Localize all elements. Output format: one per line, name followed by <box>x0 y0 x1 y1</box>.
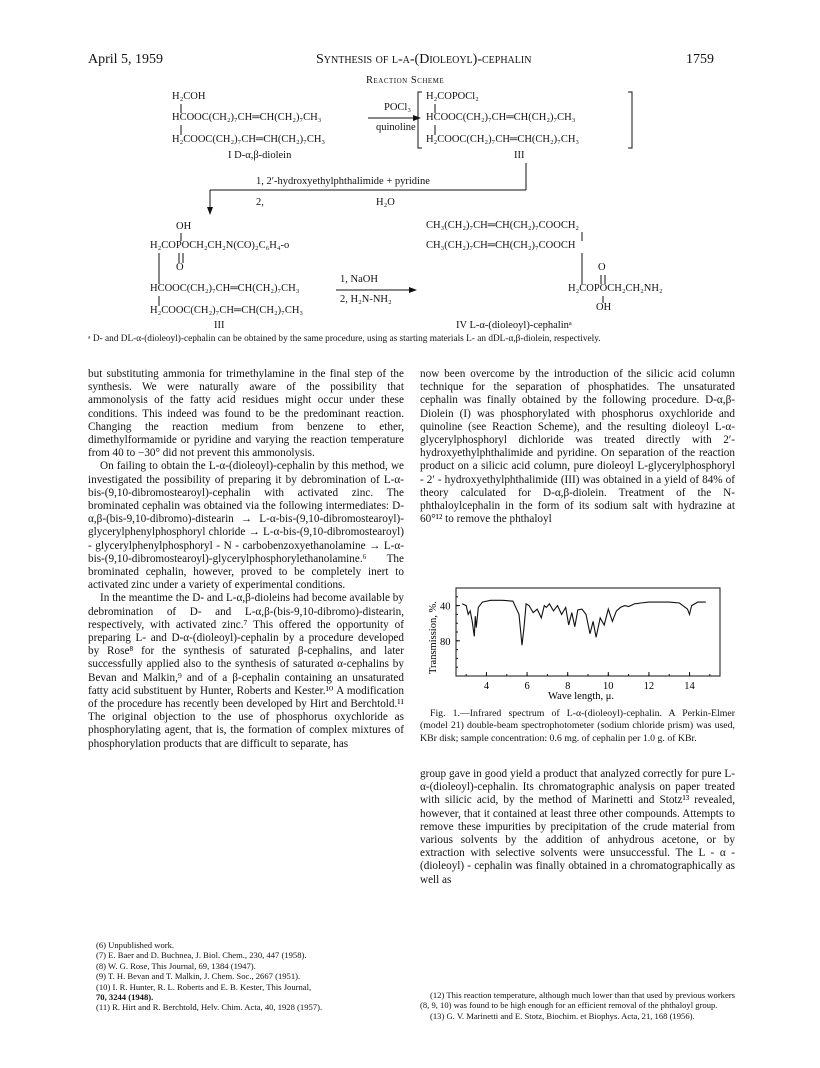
figure-caption-text: Fig. 1.—Infrared spectrum of L-α-(dioleoyl)-cephalin. A Perkin-Elmer (model 21) double-beam spectrophotometer (sodium chloride prism) was used, KBr disk; sample concentration: 0.6 mg. of cephalin per 1.0 g. of KBr. <box>420 708 735 744</box>
x-tick-label: 6 <box>524 681 530 692</box>
header-title: Synthesis of l-α-(Dioleoyl)-cephalin <box>316 52 532 67</box>
footnote-7: (7) E. Baer and D. Buchnea, J. Biol. Chem., 230, 447 (1958). <box>96 950 307 961</box>
compound-IV-line2: CH₃(CH₂)₇CH═CH(CH₂)₇COOCH <box>426 240 576 251</box>
spectrum-line <box>462 600 706 645</box>
arrow1-reagent-bottom: quinoline <box>376 122 416 133</box>
left-paragraph-2: On failing to obtain the L-α-(dioleoyl)-cephalin by this method, we investigated the possibility of preparing it by debromination of L-α-bis-(9,10-dibromostearoyl)-cephalin with activated zinc. The brominated cephalin was obtained via the following intermediates: D-α,β-(bis-9,10-dibromo)-distearin → L-α-bis-(9,10-dibromostearoyl)-glycerylphenylphosphoryl chloride → L-α-bis-(9,10-dibromostearoyl) - glycerylphenylphosphoryl - N - carbobenzoxyethanolamine → L-α-bis-(9,10-dibromostearoyl)-glycerylphosphorylethanolamine.⁶ The brominated cephalin, however, proved to be completely inert to activated zinc under a variety of experimental conditions. <box>88 460 404 592</box>
right-footnotes <box>420 990 735 1021</box>
footnote-6: (6) Unpublished work. <box>96 940 175 950</box>
left-column <box>88 368 404 751</box>
footnote-10: (10) I. R. Hunter, R. L. Roberts and E. B. Kester, This Journal, <box>96 981 312 992</box>
x-tick-label: 8 <box>565 681 571 692</box>
header-page-number: 1759 <box>686 52 714 67</box>
y-ticks <box>440 597 460 667</box>
right-column-bottom <box>420 768 735 887</box>
right-paragraph-1: now been overcome by the introduction of the silicic acid column technique for the separation of phosphatides. The unsaturated cephalin was finally obtained by the following procedure. D-α,β-Diolein (I) was phosphorylated with phosphorus oxychloride and quinoline (see Reaction Scheme), and the resulting dioleoyl L-α-glycerylphosphoryl dichloride was treated directly with 2′-hydroxyethylphthalimide and pyridine. On separation of the reaction product on a silicic acid column, pure dioleoyl L-glycerylphosphoryl - 2′ - hydroxyethylphthalimide (III) was obtained in a yield of 84% of theory calculated for D-α,β-diolein. Treatment of the N-phthaloylcephalin in the form of its sodium salt with hydrazine at 60°¹² to remove the phthaloyl <box>420 368 735 526</box>
scheme-bonds-and-arrows <box>0 0 820 340</box>
plot-frame <box>456 588 720 676</box>
footnote-11: (11) R. Hirt and R. Berchtold, Helv. Chim. Acta, 40, 1928 (1957). <box>96 1002 323 1013</box>
compound-I-line1: H₂COH <box>172 91 206 102</box>
footnote-13: (13) G. V. Marinetti and E. Stotz, Biochim. et Biophys. Acta, 21, 168 (1956). <box>430 1010 695 1021</box>
arrow3-reagent-top: 1, NaOH <box>340 274 378 285</box>
x-tick-label: 14 <box>684 681 695 692</box>
compound-IV-line4: H₂COPOCH₂CH₂NH₂ <box>568 283 663 294</box>
compound-I-line3: H₂COOC(CH₂)₇CH═CH(CH₂)₇CH₃ <box>172 134 326 145</box>
compound-dichloride-line2: HCOOC(CH₂)₇CH═CH(CH₂)₇CH₃ <box>426 112 576 123</box>
y-tick-label: 40 <box>440 601 451 613</box>
compound-I-line2: HCOOC(CH₂)₇CH═CH(CH₂)₇CH₃ <box>172 112 322 123</box>
footnote-12: (12) This reaction temperature, although much lower than that used by previous workers (8, 9, 10) was found to be high enough for an efficient removal of the phthaloyl group. <box>420 990 735 1011</box>
footnote-10-cont: 70, 3244 (1948). <box>96 992 154 1003</box>
compound-III-label: III <box>214 320 225 331</box>
compound-III-line2: H₂COPOCH₂CH₂N(CO)₂C₆H₄-o <box>150 240 290 251</box>
scheme-title: Reaction Scheme <box>366 75 445 86</box>
compound-IV-line5: OH <box>596 302 612 313</box>
footnote-9: (9) T. H. Bevan and T. Malkin, J. Chem. Soc., 2667 (1951). <box>96 971 301 982</box>
step2-reagents-line1: 1, 2′-hydroxyethylphthalimide + pyridine <box>256 176 430 187</box>
left-paragraph-3: In the meantime the D- and L-α,β-dioleins had become available by debromination of D- and L-α,β-(bis-9,10-dibromo)-distearin, respectively, with activated zinc.⁷ This offered the opportunity of preparing L- and D-α-(dioleoyl)-cephalin by a procedure developed by Rose⁸ for the synthesis of saturated β-cephalins, and later successfully applied also to the synthesis of saturated α-cephalins by Bevan and Malkin,⁹ and of a β-cephalin containing an unsaturated fatty acid substituent by Hunter, Roberts and Kester.¹⁰ A modification of the procedure has recently been developed by Hirt and Berchtold.¹¹ The original objection to the use of phosphorus oxychloride as phosphorylating agent, that is, the formation of complex mixtures of phosphorylation products that are difficult to separate, has <box>88 592 404 750</box>
header-date: April 5, 1959 <box>88 52 164 67</box>
compound-dichloride-line3: H₂COOC(CH₂)₇CH═CH(CH₂)₇CH₃ <box>426 134 580 145</box>
compound-dichloride-line1: H₂COPOCl₂ <box>426 91 479 102</box>
compound-III-line5: H₂COOC(CH₂)₇CH═CH(CH₂)₇CH₃ <box>150 305 304 316</box>
x-axis-label: Wave length, μ. <box>548 691 615 702</box>
compound-III-line1: OH <box>176 221 192 232</box>
compound-III-line3: O <box>176 262 184 273</box>
right-column-top <box>420 368 735 526</box>
x-tick-label: 10 <box>603 681 614 692</box>
scheme-footnote: ᵃ D- and DL-α-(dioleoyl)-cephalin can be obtained by the same procedure, using as starting materials L- an dDL-α,β-diolein, respectively. <box>88 334 601 344</box>
compound-IV-label: IV L-α-(dioleoyl)-cephalinᵃ <box>456 320 572 331</box>
x-tick-label: 4 <box>483 681 490 692</box>
left-paragraph-1: but substituting ammonia for trimethylamine in the final step of the synthesis. We were naturally aware of the possibility that ammonolysis of the fatty acid residues might occur under these conditions. This indeed was found to be the predominant reaction. Changing the reaction medium from benzene to ether, dimethylformamide or pyridine and varying the reaction temperature from 40 to −30° did not prevent this ammonolysis. <box>88 368 404 460</box>
y-axis-label: Transmission, %. <box>428 601 439 674</box>
step2-reagents-line2b: H₂O <box>376 197 395 208</box>
ir-spectrum-figure <box>420 582 735 704</box>
figure-caption <box>420 708 735 745</box>
step2-reagents-line2a: 2, <box>256 197 264 208</box>
compound-dichloride-label: III <box>514 150 525 161</box>
compound-IV-line1: CH₃(CH₂)₇CH═CH(CH₂)₇COOCH₂ <box>426 220 580 231</box>
x-ticks <box>466 672 710 692</box>
x-tick-label: 12 <box>643 681 655 692</box>
footnote-8: (8) W. G. Rose, This Journal, 69, 1384 (1947). <box>96 960 256 971</box>
right-paragraph-2: group gave in good yield a product that analyzed correctly for pure L-α-(dioleoyl)-cephalin. Its chromatographic analysis on paper treated with silicic acid, by the method of Marinetti and Stotz¹³ revealed, however, that it contained at least three other compounds. Attempts to remove these impurities by precipitation of the crude material from various solvents by the addition of anhydrous acetone, or by extraction with selective solvents were unsuccessful. The L - α - (dioleoyl) - cephalin was finally obtained in a chromatographically as well as <box>420 768 735 886</box>
compound-III-line4: HCOOC(CH₂)₇CH═CH(CH₂)₇CH₃ <box>150 283 300 294</box>
y-tick-label: 80 <box>440 636 451 648</box>
compound-IV-line3: O <box>598 262 606 273</box>
arrow1-reagent-top: POCl₃ <box>384 102 412 113</box>
compound-I-label: I D-α,β-diolein <box>228 150 292 161</box>
left-footnotes <box>96 940 404 1013</box>
arrow3-reagent-bottom: 2, H₂N-NH₂ <box>340 294 392 305</box>
